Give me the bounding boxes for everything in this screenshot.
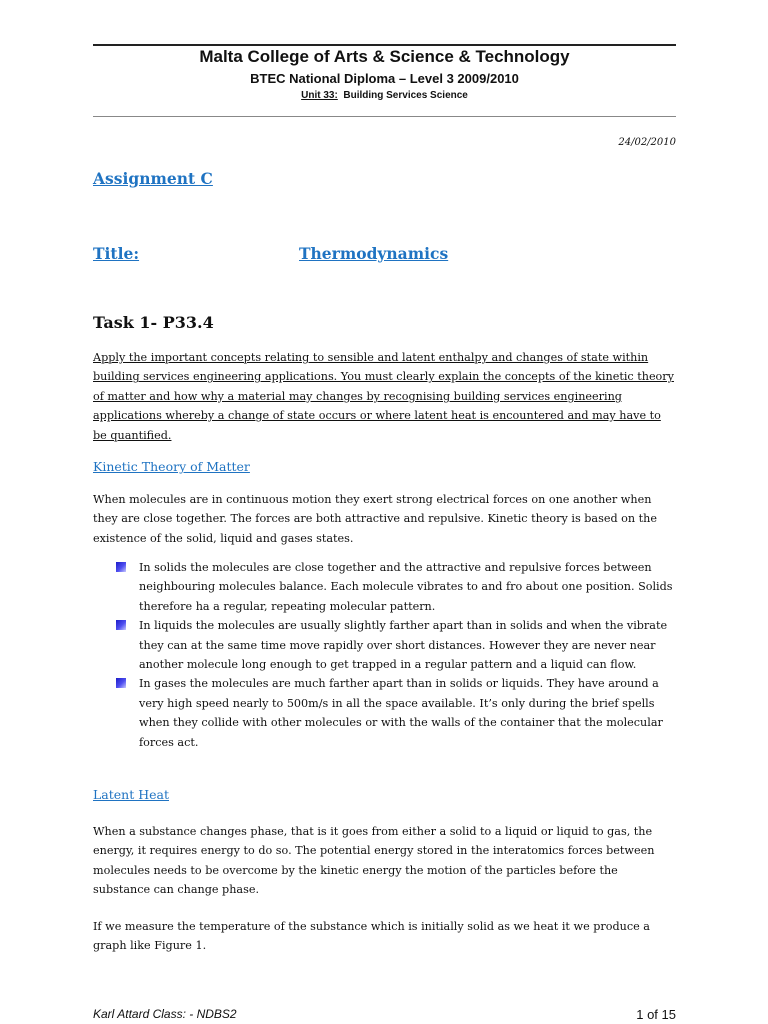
document-date: 24/02/2010 <box>618 137 676 148</box>
bullet-square-icon <box>116 678 126 688</box>
list-item <box>114 674 680 752</box>
states-bullet-list <box>114 558 680 752</box>
unit-line <box>93 90 676 101</box>
latent-heat-paragraph: When a substance changes phase, that is it goes from either a solid to a liquid or liquid to gas, the energy, it requires energy to do so. The potential energy stored in the interatomics forces between molecules needs to be overcome by the kinetic energy the motion of the particles before the substance can change phase. <box>93 825 655 897</box>
latent-heat-heading: Latent Heat <box>93 787 169 802</box>
bullet-solids-text: In solids the molecules are close together and the attractive and repulsive forces between neighbouring molecules balance. Each molecule vibrates to and fro about one position. Solids therefore ha a regular, repeating molecular pattern. <box>139 561 673 613</box>
list-item <box>114 558 680 616</box>
header-bottom-rule <box>93 116 676 117</box>
diploma-line: BTEC National Diploma – Level 3 2009/2010 <box>250 71 519 86</box>
bullet-square-icon <box>116 620 126 630</box>
bullet-gases-text: In gases the molecules are much farther apart than in solids or liquids. They have around a very high speed nearly to 500m/s in all the space available. It’s only during the brief spells when they collide with other molecules or with the walls of the container that the molecular forces act. <box>139 677 663 749</box>
header-top-rule <box>93 44 676 46</box>
task-description: Apply the important concepts relating to sensible and latent enthalpy and changes of state within building services engineering applications. You must clearly explain the concepts of the kinetic theory of matter and how why a material may changes by recognising building services engineering applications whereby a change of state occurs or where latent heat is encountered and may have to be quantified. <box>93 351 674 442</box>
task-heading: Task 1- P33.4 <box>93 313 214 332</box>
kinetic-theory-heading: Kinetic Theory of Matter <box>93 459 250 474</box>
list-item <box>114 616 680 674</box>
title-label: Title: <box>93 244 140 263</box>
title-value: Thermodynamics <box>299 244 449 263</box>
page-number: 1 of 15 <box>636 1007 676 1022</box>
measurement-paragraph: If we measure the temperature of the substance which is initially solid as we heat it we produce a graph like Figure 1. <box>93 920 650 953</box>
college-name: Malta College of Arts & Science & Technology <box>199 47 570 66</box>
unit-label: Unit 33: <box>301 90 338 101</box>
bullet-liquids-text: In liquids the molecules are usually slightly farther apart than in solids and when the vibrate they can at the same time move rapidly over short distances. However they are never near another molecule long enough to get trapped in a regular pattern and a liquid can flow. <box>139 619 668 672</box>
kinetic-theory-intro: When molecules are in continuous motion they exert strong electrical forces on one another when they are close together. The forces are both attractive and repulsive. Kinetic theory is based on the existence of the solid, liquid and gases states. <box>93 493 657 545</box>
unit-name: Building Services Science <box>343 90 468 101</box>
assignment-heading: Assignment C <box>93 169 213 188</box>
footer-author: Karl Attard Class: - NDBS2 <box>93 1007 237 1021</box>
bullet-square-icon <box>116 562 126 572</box>
